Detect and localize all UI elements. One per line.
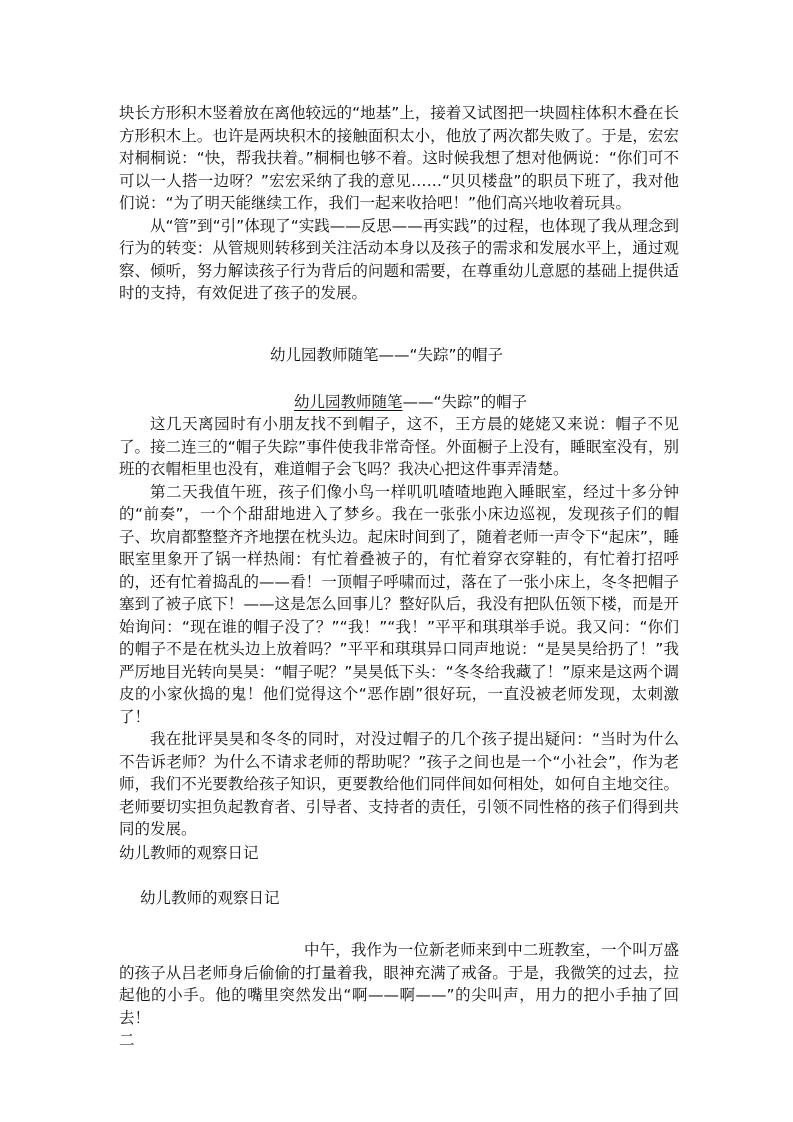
section2-block xyxy=(119,413,679,841)
subtitle-underlined: 幼儿园教师随笔 xyxy=(294,393,403,411)
section-subtitle: 幼儿教师的观察日记 xyxy=(140,889,280,907)
body-paragraph: 中午，我作为一位新老师来到中二班教室，一个叫万盛的孩子从吕老师身后偷偷的打量着我，眼神充满了戒备。于是，我微笑的过去，拉起他的小手。他的嘴里突然发出“啊——啊——”的尖叫声，用力的把小手抽了回去！ xyxy=(119,941,679,1027)
section-subtitle xyxy=(294,391,527,414)
body-paragraph: 从“管”到“引”体现了“实践——反思——再实践”的过程，也体现了我从理念到行为的转变：从管规则转移到关注活动本身以及孩子的需求和发展水平上，通过观察、倾听，努力解读孩子行为背后的问题和需要，在尊重幼儿意愿的基础上提供适时的支持，有效促进了孩子的发展。 xyxy=(119,216,679,302)
section3-block xyxy=(119,939,679,1052)
subtitle-rest: ——“失踪”的帽子 xyxy=(402,393,528,411)
body-paragraph: 块长方形积木竖着放在离他较远的“地基”上，接着又试图把一块圆柱体积木叠在长方形积木上。也许是两块积木的接触面积太小，他放了两次都失败了。于是，宏宏对桐桐说：“快，帮我扶着。”桐桐也够不着。这时候我想了想对他俩说：“你们可不可以一人搭一边呀？”宏宏采纳了我的意见……“贝贝楼盘”的职员下班了，我对他们说：“为了明天能继续工作，我们一起来收拾吧！”他们高兴地收着玩具。 xyxy=(119,104,679,212)
section-title: 幼儿园教师随笔——“失踪”的帽子 xyxy=(270,346,504,364)
section1-block xyxy=(119,102,679,305)
body-paragraph: 这几天离园时有小朋友找不到帽子，这不，王方晨的姥姥又来说：帽子不见了。接二连三的“帽子失踪”事件使我非常奇怪。外面橱子上没有，睡眠室没有，别班的衣帽柜里也没有，难道帽子会飞吗？我决心把这件事弄清楚。 xyxy=(119,415,679,478)
section-title: 幼儿教师的观察日记 xyxy=(119,844,259,862)
body-paragraph: 第二天我值午班，孩子们像小鸟一样叽叽喳喳地跑入睡眠室，经过十多分钟的“前奏”，一个个甜甜地进入了梦乡。我在一张张小床边巡视，发现孩子们的帽子、坎肩都整整齐齐地摆在枕头边。起床时间到了，随着老师一声令下“起床”，睡眠室里象开了锅一样热闹：有忙着叠被子的，有忙着穿衣穿鞋的，有忙着打招呼的，还有忙着捣乱的——看！一顶帽子呼啸而过，落在了一张小床上，冬冬把帽子塞到了被子底下！——这是怎么回事儿？整好队后，我没有把队伍领下楼，而是开始询问：“现在谁的帽子没了？”“我！”“我！”平平和琪琪举手说。我又问：“你们的帽子不是在枕头边上放着吗？”平平和琪琪异口同声地说：“是昊昊给扔了！”我严厉地目光转向昊昊：“帽子呢？”昊昊低下头：“冬冬给我藏了！”原来是这两个调皮的小家伙捣的鬼！他们觉得这个“恶作剧”很好玩，一直没被老师发现，太刺激了！ xyxy=(119,482,679,726)
trailing-char: 二 xyxy=(119,1031,135,1049)
body-paragraph: 我在批评昊昊和冬冬的同时，对没过帽子的几个孩子提出疑问：“当时为什么不告诉老师？为什么不请求老师的帮助呢？”孩子之间也是一个“小社会”，作为老师，我们不光要教给孩子知识，更要教给他们同伴间如何相处，如何自主地交往。老师要切实担负起教育者、引导者、支持者的责任，引领不同性格的孩子们得到共同的发展。 xyxy=(119,730,679,838)
